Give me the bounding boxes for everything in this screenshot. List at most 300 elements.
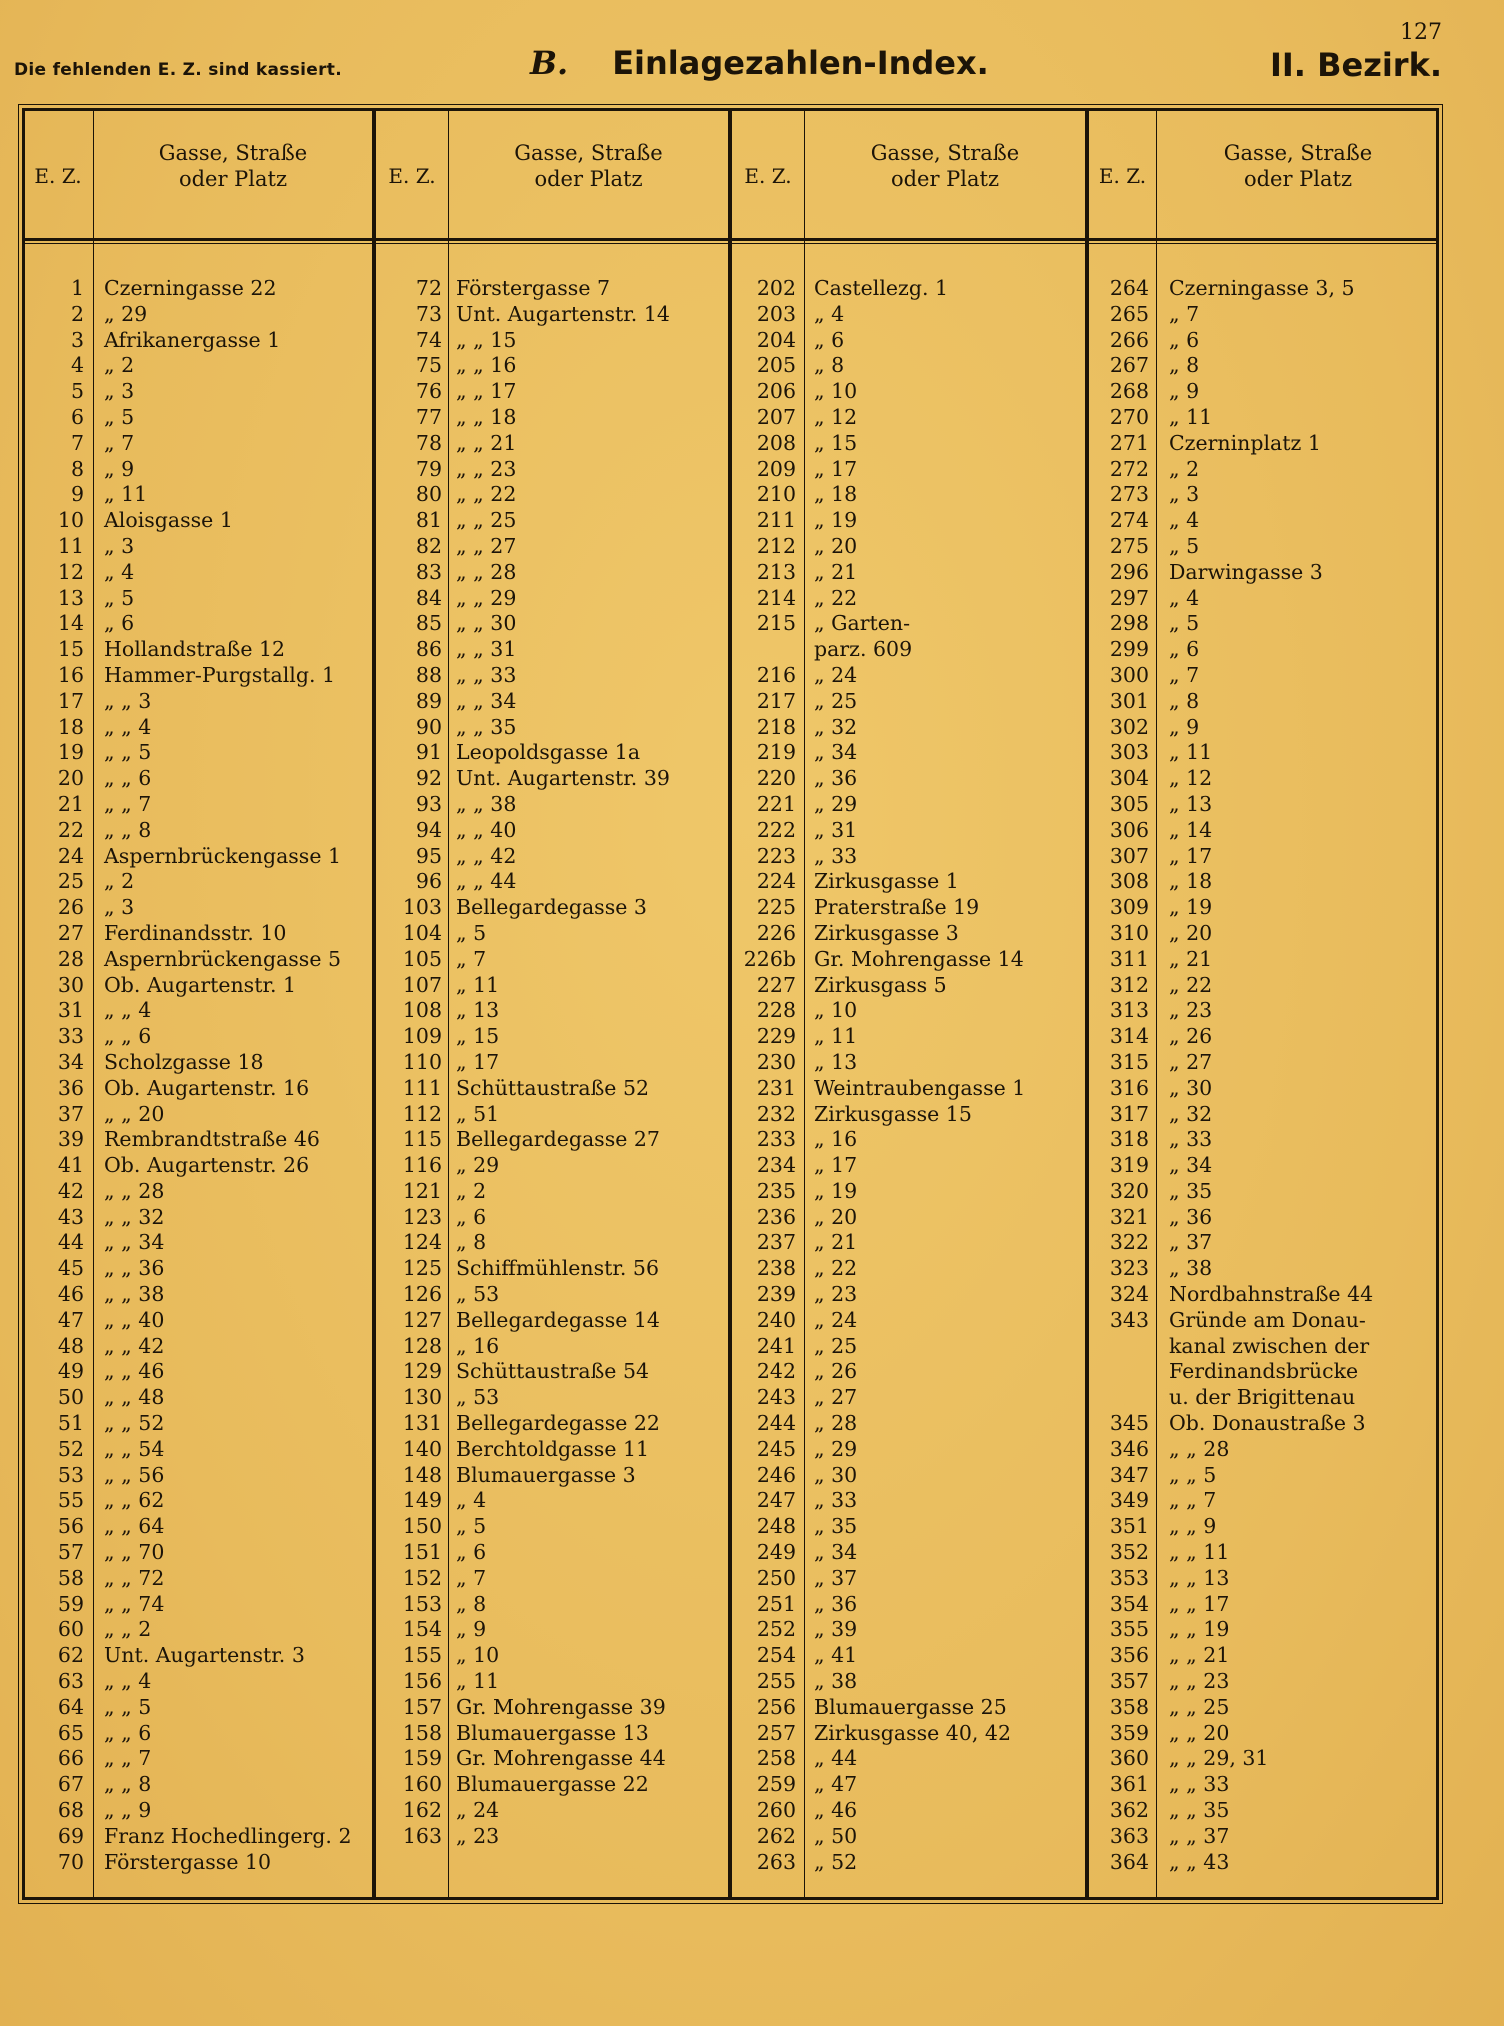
street-name: Zirkusgasse 15 <box>814 1101 972 1126</box>
ez-number: 74 <box>415 327 442 352</box>
street-name: „ 29 <box>814 791 858 816</box>
street-name: „ 23 <box>1169 998 1213 1023</box>
table-row <box>24 1488 372 1514</box>
table-row <box>376 379 728 405</box>
table-row <box>24 869 372 895</box>
table-row <box>24 1102 372 1128</box>
table-row <box>1089 947 1439 973</box>
table-row <box>376 276 728 302</box>
street-name: „ 11 <box>104 482 148 507</box>
street-name: Förstergasse 10 <box>104 1849 272 1874</box>
street-name: „ „ 46 <box>104 1359 165 1384</box>
street-name: „ „ 6 <box>104 1720 152 1745</box>
table-row <box>376 1153 728 1179</box>
street-name: „ 46 <box>814 1798 858 1823</box>
table-row <box>732 663 1085 689</box>
ez-number: 302 <box>1109 714 1149 739</box>
table-row <box>1089 328 1439 354</box>
street-name: „ 26 <box>1169 1024 1213 1049</box>
table-row <box>24 1669 372 1695</box>
street-name: „ 38 <box>1169 1256 1213 1281</box>
table-row <box>1089 1050 1439 1076</box>
ez-number: 36 <box>57 1075 84 1100</box>
table-row <box>376 1308 728 1334</box>
street-name: „ „ 23 <box>1169 1669 1230 1694</box>
table-row <box>376 1488 728 1514</box>
table-row <box>1089 1850 1439 1876</box>
ez-number: 121 <box>402 1178 442 1203</box>
ez-number: 108 <box>402 998 442 1023</box>
street-name: „ „ 2 <box>104 1617 152 1642</box>
street-name: „ 5 <box>456 1514 487 1539</box>
street-name: „ „ 74 <box>104 1591 165 1616</box>
ez-number: 4 <box>70 353 84 378</box>
table-row <box>1089 534 1439 560</box>
street-name: Ob. Augartenstr. 16 <box>104 1075 310 1100</box>
street-name: Ferdinandsstr. 10 <box>104 920 287 945</box>
ez-number: 209 <box>756 456 796 481</box>
street-name: Czerningasse 22 <box>104 276 277 300</box>
street-name: „ 4 <box>456 1488 487 1513</box>
street-name: „ 2 <box>1169 456 1200 481</box>
table-row <box>732 818 1085 844</box>
table-row <box>732 1850 1085 1876</box>
ez-number: 60 <box>57 1617 84 1642</box>
street-name: „ „ 17 <box>1169 1591 1230 1616</box>
ez-number: 153 <box>402 1591 442 1616</box>
ez-number: 322 <box>1109 1230 1149 1255</box>
ez-number: 270 <box>1109 404 1149 429</box>
street-name: „ „ 7 <box>1169 1488 1217 1513</box>
ez-number: 46 <box>57 1282 84 1307</box>
street-name: „ „ 42 <box>104 1333 165 1358</box>
street-name: „ „ 35 <box>456 714 517 739</box>
ez-number: 45 <box>57 1256 84 1281</box>
street-name: „ 34 <box>814 1540 858 1565</box>
street-name: Zirkusgass 5 <box>814 972 947 997</box>
ez-number: 273 <box>1109 482 1149 507</box>
street-name: „ 12 <box>1169 766 1213 791</box>
ez-number: 260 <box>756 1798 796 1823</box>
ez-number: 228 <box>756 998 796 1023</box>
street-name: „ „ 23 <box>456 456 517 481</box>
ez-number: 107 <box>402 972 442 997</box>
street-name: „ 2 <box>456 1178 487 1203</box>
street-name: „ 27 <box>814 1385 858 1410</box>
table-row <box>24 1772 372 1798</box>
ez-number: 249 <box>756 1540 796 1565</box>
table-row <box>376 328 728 354</box>
table-row <box>732 353 1085 379</box>
street-header-line1: Gasse, Straße <box>158 141 308 165</box>
street-name: „ 8 <box>456 1591 487 1616</box>
street-name: „ 37 <box>1169 1230 1213 1255</box>
ez-number: 96 <box>415 869 442 894</box>
table-row <box>1089 379 1439 405</box>
table-row <box>732 302 1085 328</box>
street-name: „ „ 9 <box>1169 1514 1217 1539</box>
table-row <box>376 1050 728 1076</box>
ez-number: 130 <box>402 1385 442 1410</box>
street-name: „ „ 52 <box>104 1411 165 1436</box>
table-row <box>732 921 1085 947</box>
ez-number: 247 <box>756 1488 796 1513</box>
street-name: „ „ 22 <box>456 482 517 507</box>
street-name: „ 38 <box>814 1669 858 1694</box>
ez-number: 13 <box>57 585 84 610</box>
street-name: „ „ 37 <box>1169 1823 1230 1848</box>
street-name: Zirkusgasse 40, 42 <box>814 1720 1011 1745</box>
street-name: Nordbahnstraße 44 <box>1169 1282 1374 1307</box>
table-row <box>24 276 372 302</box>
ez-number: 224 <box>756 869 796 894</box>
ez-number: 18 <box>57 714 84 739</box>
ez-number: 115 <box>402 1127 442 1152</box>
street-name: „ 5 <box>1169 611 1200 636</box>
ez-number: 315 <box>1109 1049 1149 1074</box>
ez-number: 227 <box>756 972 796 997</box>
ez-number: 63 <box>57 1669 84 1694</box>
ez-number: 321 <box>1109 1204 1149 1229</box>
street-name: „ 21 <box>814 1230 858 1255</box>
ez-number: 84 <box>415 585 442 610</box>
ez-number: 316 <box>1109 1075 1149 1100</box>
street-name: „ „ 8 <box>104 817 152 842</box>
table-row <box>732 508 1085 534</box>
ez-number: 10 <box>57 508 84 533</box>
table-row <box>732 637 1085 663</box>
table-row <box>732 689 1085 715</box>
ez-number: 151 <box>402 1540 442 1565</box>
ez-number: 59 <box>57 1591 84 1616</box>
table-row <box>1089 1024 1439 1050</box>
table-row <box>24 1127 372 1153</box>
table-row <box>24 560 372 586</box>
street-name: „ „ 31 <box>456 637 517 662</box>
table-row <box>1089 431 1439 457</box>
street-name: „ 5 <box>1169 533 1200 558</box>
table-row <box>732 1488 1085 1514</box>
table-row <box>1089 508 1439 534</box>
ez-number: 49 <box>57 1359 84 1384</box>
ez-number: 234 <box>756 1153 796 1178</box>
ez-number: 214 <box>756 585 796 610</box>
table-row <box>732 1669 1085 1695</box>
street-name: „ 9 <box>456 1617 487 1642</box>
table-row <box>1089 1669 1439 1695</box>
street-name: „ „ 28 <box>1169 1436 1230 1461</box>
ez-number: 78 <box>415 430 442 455</box>
ez-number: 17 <box>57 688 84 713</box>
table-row <box>376 1127 728 1153</box>
table-row <box>24 1385 372 1411</box>
street-name: „ 51 <box>456 1101 500 1126</box>
street-name: „ 27 <box>1169 1049 1213 1074</box>
table-row <box>1089 998 1439 1024</box>
table-row <box>24 1256 372 1282</box>
ez-number: 7 <box>70 430 84 455</box>
street-name: „ Garten- <box>814 611 911 636</box>
street-name: „ 20 <box>814 1204 858 1229</box>
table-row <box>732 1721 1085 1747</box>
ez-number: 343 <box>1109 1307 1149 1332</box>
ez-number: 361 <box>1109 1772 1149 1797</box>
street-name: Ob. Donaustraße 3 <box>1169 1411 1366 1436</box>
table-row <box>1089 818 1439 844</box>
ez-number: 250 <box>756 1565 796 1590</box>
table-row <box>732 586 1085 612</box>
street-name: „ „ 25 <box>456 508 517 533</box>
street-name: „ 3 <box>104 895 135 920</box>
table-row <box>1089 1437 1439 1463</box>
table-row <box>376 431 728 457</box>
table-row <box>24 534 372 560</box>
table-row <box>376 766 728 792</box>
street-name: Bellegardegasse 22 <box>456 1411 660 1436</box>
ez-number: 255 <box>756 1669 796 1694</box>
street-name: Bellegardegasse 27 <box>456 1127 660 1152</box>
table-row <box>1089 276 1439 302</box>
ez-number: 1 <box>70 276 84 300</box>
table-row <box>376 1282 728 1308</box>
street-name: „ 26 <box>814 1359 858 1384</box>
street-header <box>449 140 728 192</box>
street-name: „ 23 <box>456 1823 500 1848</box>
ez-number: 128 <box>402 1333 442 1358</box>
table-row <box>24 1617 372 1643</box>
table-row <box>1089 869 1439 895</box>
ez-number: 222 <box>756 817 796 842</box>
street-name: „ 24 <box>456 1798 500 1823</box>
street-name: „ „ 21 <box>456 430 517 455</box>
street-name: Praterstraße 19 <box>814 895 980 920</box>
street-name: Bellegardegasse 14 <box>456 1307 660 1332</box>
ez-number: 301 <box>1109 688 1149 713</box>
street-name: Zirkusgasse 1 <box>814 869 959 894</box>
ez-number: 85 <box>415 611 442 636</box>
table-row <box>1089 973 1439 999</box>
ez-number: 82 <box>415 533 442 558</box>
street-name: Czerningasse 3, 5 <box>1169 276 1355 300</box>
ez-number: 232 <box>756 1101 796 1126</box>
street-name: „ 13 <box>456 998 500 1023</box>
table-row <box>24 1076 372 1102</box>
street-name: Darwingasse 3 <box>1169 559 1323 584</box>
ez-number: 352 <box>1109 1540 1149 1565</box>
ez-number: 204 <box>756 327 796 352</box>
ez-number: 353 <box>1109 1565 1149 1590</box>
ez-number: 206 <box>756 379 796 404</box>
ez-number: 202 <box>756 276 796 300</box>
street-name: „ „ 5 <box>1169 1462 1217 1487</box>
street-name: „ 5 <box>104 585 135 610</box>
ez-number: 203 <box>756 301 796 326</box>
table-row <box>1089 1592 1439 1618</box>
street-name: Berchtoldgasse 11 <box>456 1436 650 1461</box>
table-row <box>1089 766 1439 792</box>
table-row <box>732 1179 1085 1205</box>
table-row <box>732 482 1085 508</box>
ez-number: 258 <box>756 1746 796 1771</box>
street-name: „ „ 72 <box>104 1565 165 1590</box>
table-row <box>24 1334 372 1360</box>
ez-number: 311 <box>1109 946 1149 971</box>
header-note: Die fehlenden E. Z. sind kassiert. <box>14 60 342 80</box>
street-name: „ 7 <box>104 430 135 455</box>
ez-number: 217 <box>756 688 796 713</box>
table-row <box>376 998 728 1024</box>
table-row <box>24 1592 372 1618</box>
table-row <box>732 457 1085 483</box>
table-row <box>732 1746 1085 1772</box>
ez-number: 22 <box>57 817 84 842</box>
ez-number: 5 <box>70 379 84 404</box>
ez-number: 264 <box>1109 276 1149 300</box>
column-3 <box>732 276 1085 1875</box>
table-row <box>24 302 372 328</box>
table-row <box>1089 1076 1439 1102</box>
table-row <box>376 895 728 921</box>
ez-number: 210 <box>756 482 796 507</box>
table-row <box>24 353 372 379</box>
ez-number: 42 <box>57 1178 84 1203</box>
table-row <box>732 869 1085 895</box>
ez-number: 304 <box>1109 766 1149 791</box>
street-name: „ 35 <box>1169 1178 1213 1203</box>
street-header-line2: oder Platz <box>534 167 643 191</box>
street-name: „ 7 <box>1169 301 1200 326</box>
table-row <box>732 1772 1085 1798</box>
ez-number: 65 <box>57 1720 84 1745</box>
table-row <box>732 1514 1085 1540</box>
street-name: „ 15 <box>814 430 858 455</box>
ez-number: 300 <box>1109 662 1149 687</box>
ez-number: 163 <box>402 1823 442 1848</box>
ez-number: 86 <box>415 637 442 662</box>
table-row <box>1089 1179 1439 1205</box>
table-row <box>376 869 728 895</box>
table-row <box>376 973 728 999</box>
table-row <box>1089 1230 1439 1256</box>
ez-number: 211 <box>756 508 796 533</box>
street-name: „ 6 <box>104 611 135 636</box>
ez-number: 355 <box>1109 1617 1149 1642</box>
table-row <box>24 1746 372 1772</box>
ez-number: 359 <box>1109 1720 1149 1745</box>
ez-number: 52 <box>57 1436 84 1461</box>
street-name: Aspernbrückengasse 5 <box>104 946 342 971</box>
table-row <box>1089 1256 1439 1282</box>
table-row <box>1089 1617 1439 1643</box>
table-row <box>24 1437 372 1463</box>
ez-number: 16 <box>57 662 84 687</box>
table-row <box>24 1695 372 1721</box>
street-name: „ 7 <box>456 1565 487 1590</box>
street-name: Blumauergasse 25 <box>814 1694 1007 1719</box>
table-row <box>376 947 728 973</box>
ez-number: 237 <box>756 1230 796 1255</box>
street-name: „ 34 <box>814 740 858 765</box>
street-name: Unt. Augartenstr. 39 <box>456 766 670 791</box>
street-name: „ „ 11 <box>1169 1540 1230 1565</box>
table-row <box>24 637 372 663</box>
table-row <box>24 1566 372 1592</box>
table-row <box>376 1411 728 1437</box>
street-name: „ „ 70 <box>104 1540 165 1565</box>
ez-number: 225 <box>756 895 796 920</box>
street-name: „ 22 <box>1169 972 1213 997</box>
table-row <box>24 431 372 457</box>
table-row <box>376 1617 728 1643</box>
street-name: „ „ 33 <box>1169 1772 1230 1797</box>
ez-number: 88 <box>415 662 442 687</box>
section-letter: B. <box>530 44 569 82</box>
street-name: „ „ 44 <box>456 869 517 894</box>
street-name: „ „ 19 <box>1169 1617 1230 1642</box>
table-row <box>24 1643 372 1669</box>
street-name: „ „ 48 <box>104 1385 165 1410</box>
street-header-line1: Gasse, Straße <box>514 141 663 165</box>
street-name: „ 36 <box>814 766 858 791</box>
table-row <box>732 1205 1085 1231</box>
ez-number: 112 <box>402 1101 442 1126</box>
street-name: Schüttaustraße 52 <box>456 1075 650 1100</box>
table-row <box>24 792 372 818</box>
street-name: „ 10 <box>456 1643 500 1668</box>
table-row <box>24 844 372 870</box>
ez-number: 299 <box>1109 637 1149 662</box>
table-row <box>1089 740 1439 766</box>
street-name: „ „ 38 <box>104 1282 165 1307</box>
table-row <box>1089 844 1439 870</box>
street-name: „ 30 <box>814 1462 858 1487</box>
ez-number: 213 <box>756 559 796 584</box>
street-name: „ 16 <box>814 1127 858 1152</box>
street-name: „ „ 9 <box>104 1798 152 1823</box>
ez-number: 154 <box>402 1617 442 1642</box>
street-name: „ 17 <box>1169 843 1213 868</box>
table-row <box>376 921 728 947</box>
table-row <box>1089 457 1439 483</box>
ez-header: E. Z. <box>388 164 436 188</box>
table-row <box>376 611 728 637</box>
table-row <box>376 1540 728 1566</box>
ez-number: 235 <box>756 1178 796 1203</box>
table-row <box>24 766 372 792</box>
ez-number: 68 <box>57 1798 84 1823</box>
street-name: Hollandstraße 12 <box>104 637 286 662</box>
table-row <box>376 1437 728 1463</box>
street-name: „ „ 18 <box>456 404 517 429</box>
street-name: „ „ 17 <box>456 379 517 404</box>
ez-number: 14 <box>57 611 84 636</box>
table-row <box>24 1308 372 1334</box>
table-row <box>24 586 372 612</box>
ez-number: 27 <box>57 920 84 945</box>
ez-number: 37 <box>57 1101 84 1126</box>
street-name: Bellegardegasse 3 <box>456 895 647 920</box>
ez-number: 19 <box>57 740 84 765</box>
table-row <box>732 1411 1085 1437</box>
street-name: „ „ 6 <box>104 1024 152 1049</box>
ez-number: 364 <box>1109 1849 1149 1874</box>
street-name: „ 2 <box>104 869 135 894</box>
ez-number: 257 <box>756 1720 796 1745</box>
ez-number: 314 <box>1109 1024 1149 1049</box>
street-name: „ „ 15 <box>456 327 517 352</box>
ez-number: 25 <box>57 869 84 894</box>
street-header <box>805 140 1085 192</box>
